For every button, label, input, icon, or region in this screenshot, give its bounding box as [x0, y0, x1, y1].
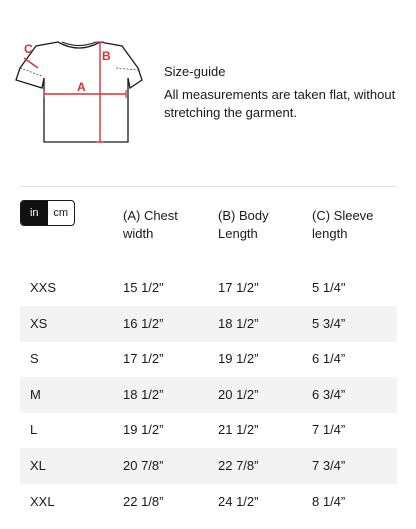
table-row [20, 377, 397, 413]
chest-cell: 19 1/2” [123, 422, 164, 437]
label-b: B [102, 49, 111, 63]
table-row [20, 412, 397, 448]
size-cell: L [30, 422, 38, 437]
chest-cell: 15 1/2" [123, 280, 164, 295]
table-row [20, 484, 397, 520]
sleeve-cell: 6 1/4” [312, 351, 346, 366]
unit-option-in[interactable]: in [21, 201, 48, 225]
label-c: C [24, 42, 33, 56]
size-guide-description: All measurements are taken flat, without stretching the garment. [164, 87, 396, 120]
sleeve-cell: 6 3/4” [312, 387, 346, 402]
table-row [20, 341, 397, 377]
unit-toggle[interactable] [20, 200, 75, 226]
sleeve-cell: 7 3/4” [312, 458, 346, 473]
size-cell: S [30, 351, 39, 366]
size-cell: XS [30, 316, 48, 331]
size-cell: XXL [30, 494, 55, 509]
chest-cell: 20 7/8” [123, 458, 164, 473]
header-body-length: (B) Body Length [218, 208, 269, 241]
table-row [20, 270, 397, 306]
chest-cell: 22 1/8” [123, 494, 164, 509]
body-length-cell: 19 1/2” [218, 351, 259, 366]
sleeve-cell: 7 1/4” [312, 422, 346, 437]
divider [20, 186, 397, 187]
body-length-cell: 21 1/2” [218, 422, 259, 437]
size-guide-header [0, 0, 416, 186]
body-length-cell: 20 1/2” [218, 387, 259, 402]
size-cell: M [30, 387, 41, 402]
size-cell: XXS [30, 280, 57, 295]
sleeve-cell: 5 3/4” [312, 316, 346, 331]
table-row [20, 306, 397, 342]
chest-cell: 16 1/2” [123, 316, 164, 331]
unit-option-cm[interactable]: cm [53, 207, 69, 219]
body-length-cell: 17 1/2" [218, 280, 259, 295]
header-chest-width: (A) Chest width [123, 208, 178, 241]
body-length-cell: 22 7/8” [218, 458, 259, 473]
body-length-cell: 24 1/2” [218, 494, 259, 509]
size-cell: XL [30, 458, 46, 473]
header-sleeve-length: (C) Sleeve length [312, 208, 374, 241]
body-length-cell: 18 1/2” [218, 316, 259, 331]
label-a: A [77, 80, 86, 94]
size-guide-title: Size-guide [164, 64, 226, 79]
chest-cell: 18 1/2” [123, 387, 164, 402]
sleeve-cell: 5 1/4" [312, 280, 346, 295]
table-row [20, 448, 397, 484]
sleeve-cell: 8 1/4” [312, 494, 346, 509]
chest-cell: 17 1/2” [123, 351, 164, 366]
tshirt-measurement-diagram [14, 36, 144, 148]
